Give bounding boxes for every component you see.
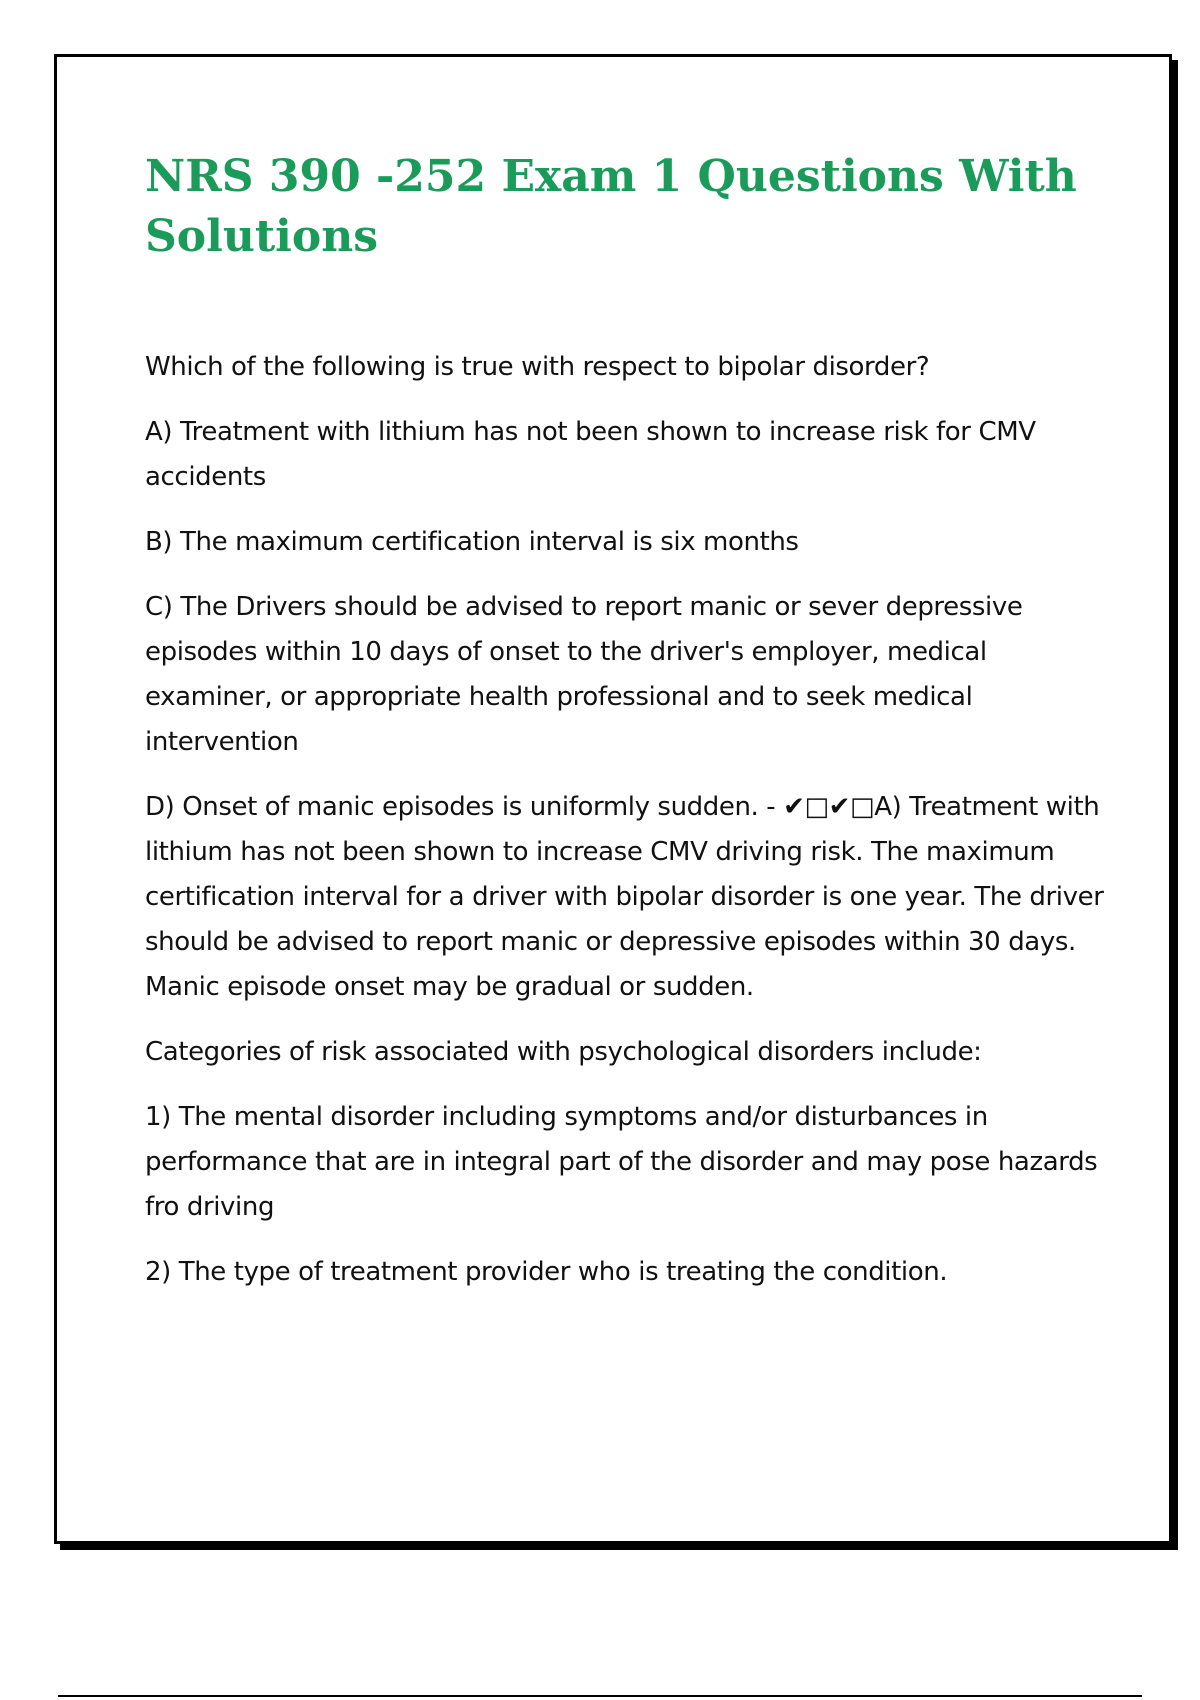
option-c: C) The Drivers should be advised to report manic or sever depressive episodes within 10 days of onset to the driver's employer, medical examiner, or appropriate health professional and to seek medical intervention <box>145 592 1023 757</box>
question-stem-2: Categories of risk associated with psychological disorders include: <box>145 1037 982 1067</box>
question-stem: Which of the following is true with respect to bipolar disorder? <box>145 352 930 382</box>
list-item-2: 2) The type of treatment provider who is treating the condition. <box>145 1257 948 1287</box>
option-d-with-answer: D) Onset of manic episodes is uniformly sudden. - ✔□✔□A) Treatment with lithium has not been shown to increase CMV driving risk. The maximum certification interval for a driver with bipolar disorder is one year. The driver should be advised to report manic or depressive episodes within 30 days. Manic episode onset may be gradual or sudden. <box>145 792 1104 1002</box>
footer-divider <box>58 1695 1142 1697</box>
option-a: A) Treatment with lithium has not been shown to increase risk for CMV accidents <box>145 417 1036 492</box>
document-title: NRS 390 -252 Exam 1 Questions With Solutions <box>145 151 1077 262</box>
page-frame <box>54 54 1172 1544</box>
document-body <box>145 147 1105 1315</box>
list-item-1: 1) The mental disorder including symptoms and/or disturbances in performance that are in integral part of the disorder and may pose hazards fro driving <box>145 1102 1098 1222</box>
option-b: B) The maximum certification interval is six months <box>145 527 799 557</box>
